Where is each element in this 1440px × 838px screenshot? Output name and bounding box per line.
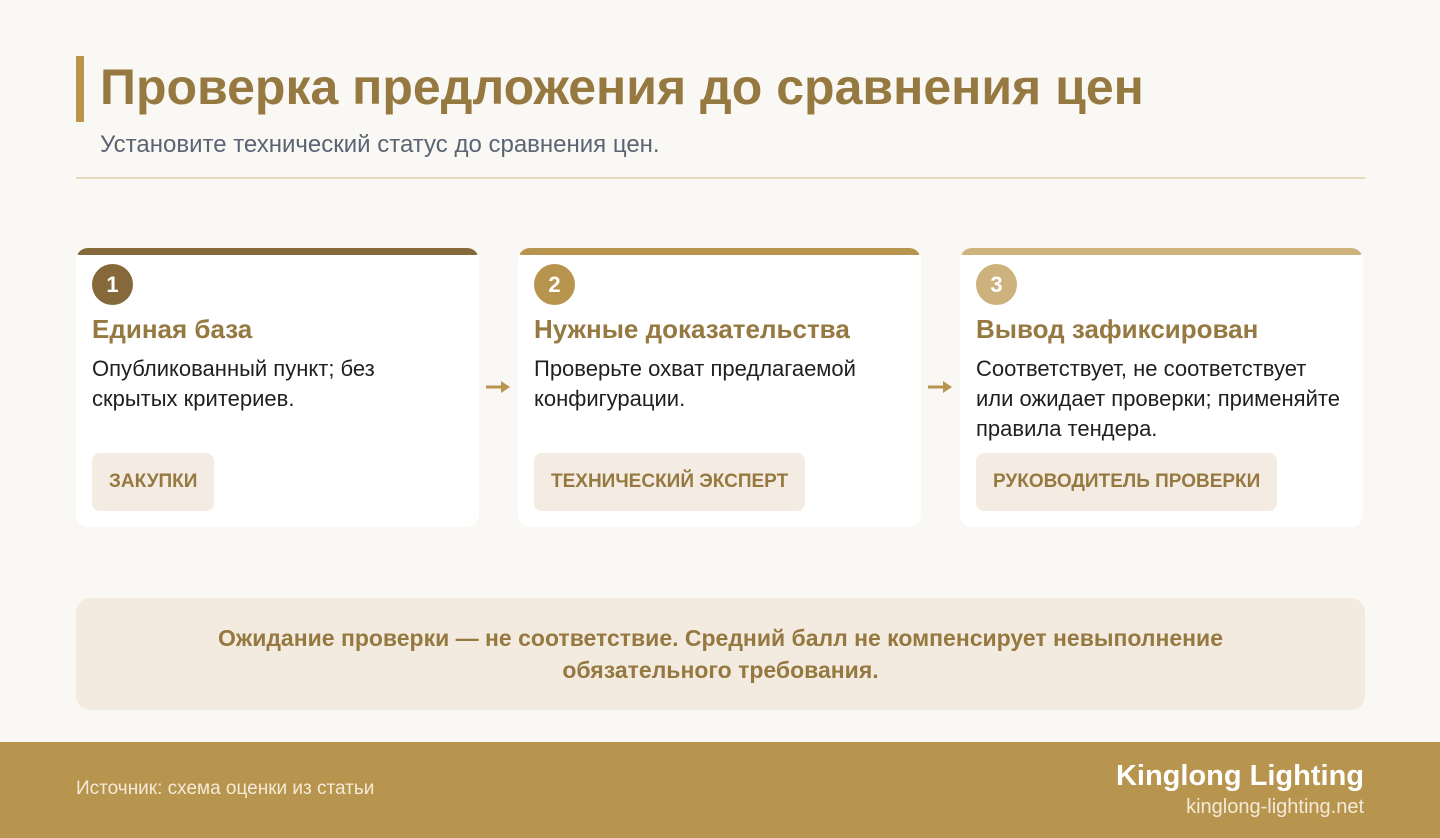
footer-source: Источник: схема оценки из статьи [76,778,375,799]
step-card-bar [76,248,479,255]
step-role-tag: ЗАКУПКИ [92,453,214,511]
title-accent-bar [76,56,84,122]
step-card-3 [960,248,1363,527]
step-number-badge: 2 [534,264,575,305]
step-description: Соответствует, не соответствует или ожидает проверки; применяйте правила тендера. [976,356,1340,441]
step-description: Опубликованный пункт; без скрытых критериев. [92,356,375,411]
step-description: Проверьте охват предлагаемой конфигурации. [534,356,856,411]
step-title: Нужные доказательства [534,314,850,344]
step-card-1 [76,248,479,527]
step-number-badge: 3 [976,264,1017,305]
step-title: Вывод зафиксирован [976,314,1259,344]
footer-url: kinglong-lighting.net [1186,796,1364,818]
step-role-tag: ТЕХНИЧЕСКИЙ ЭКСПЕРТ [534,453,805,511]
step-title: Единая база [92,314,253,344]
step-card-2 [518,248,921,527]
footer-brand: Kinglong Lighting [1115,760,1364,792]
callout-note [76,598,1365,710]
arrow-right-icon [485,378,511,396]
step-role-tag: РУКОВОДИТЕЛЬ ПРОВЕРКИ [976,453,1277,511]
arrow-right-icon [927,378,953,396]
header-divider [76,177,1365,179]
step-number-badge: 1 [92,264,133,305]
step-card-bar [518,248,921,255]
step-card-bar [960,248,1363,255]
callout-text: Ожидание проверки — не соответствие. Средний балл не компенсирует невыполнение обязательного требования. [218,625,1223,683]
page-title: Проверка предложения до сравнения цен [100,59,1144,115]
footer [0,742,1440,838]
page-subtitle: Установите технический статус до сравнения цен. [100,131,660,158]
